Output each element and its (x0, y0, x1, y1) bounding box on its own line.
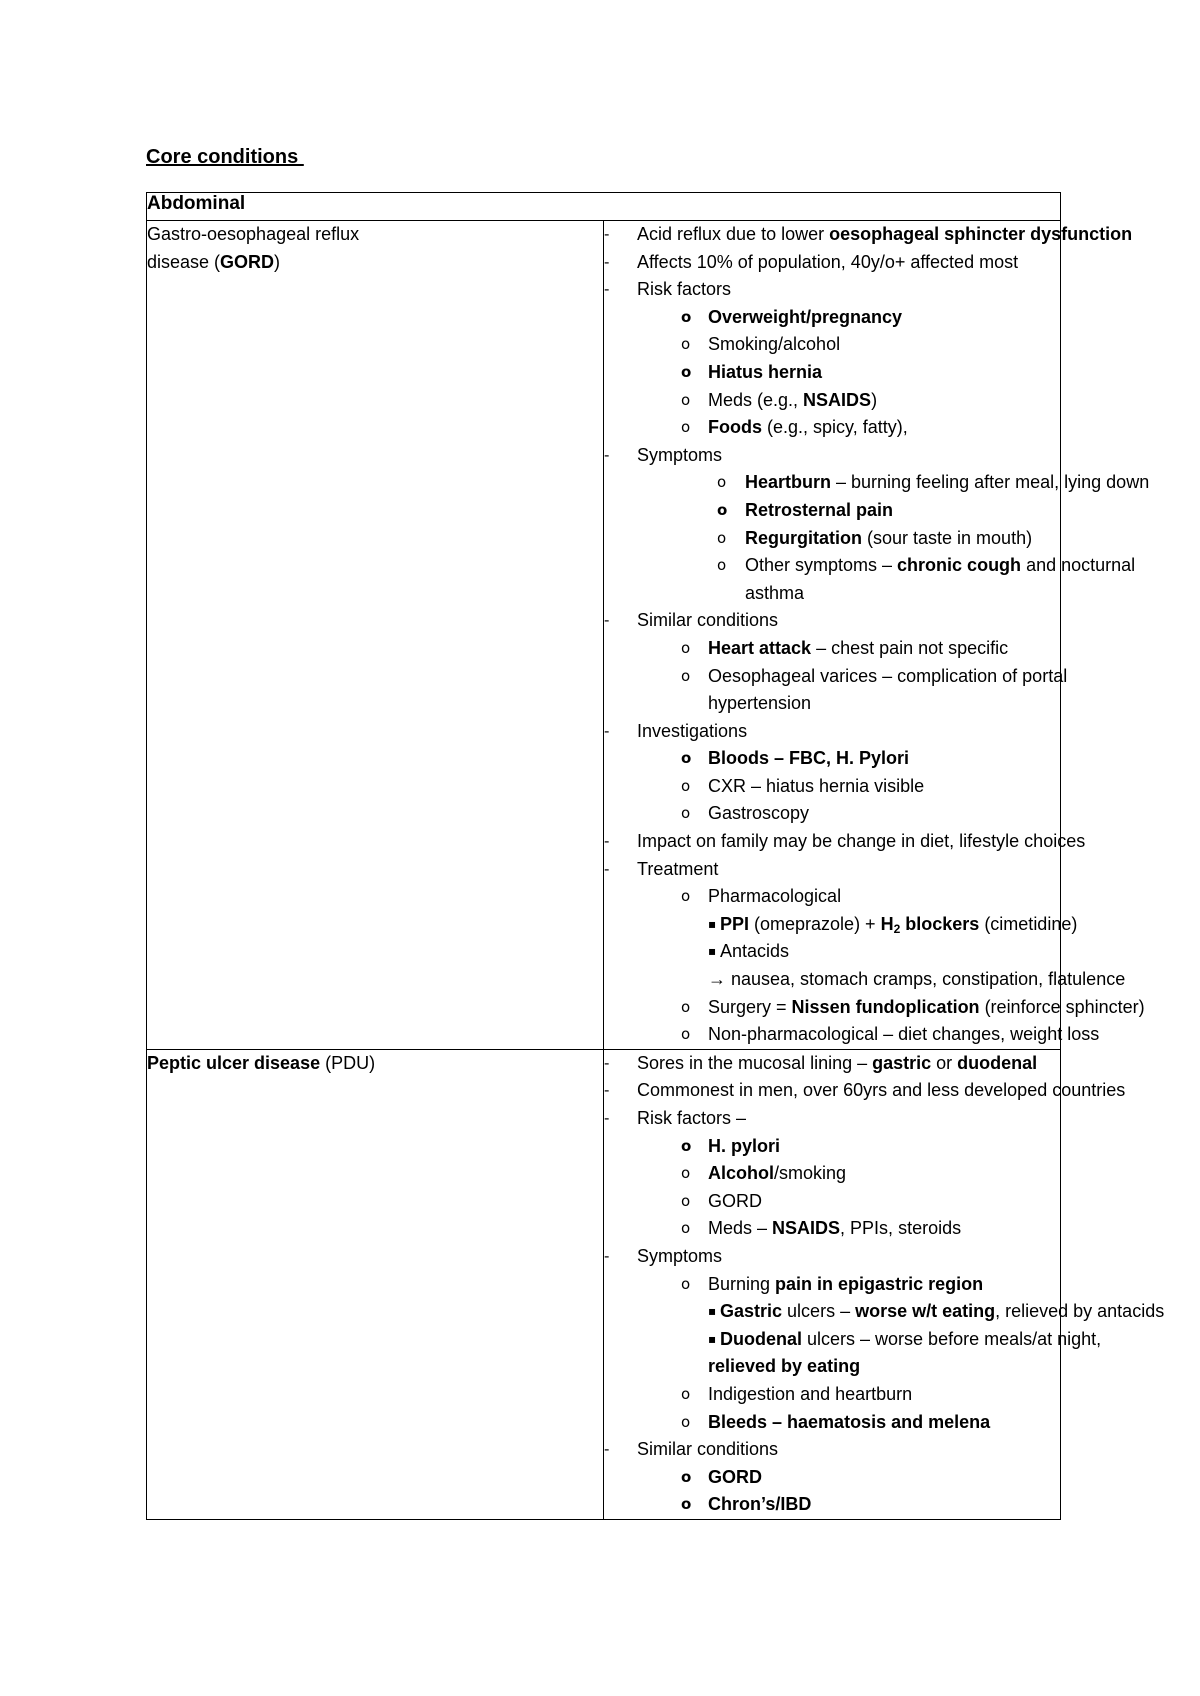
bullet-text (708, 1409, 990, 1437)
text-run: – burning feeling after meal, lying down (831, 472, 1150, 493)
bullet-text (708, 690, 811, 718)
condition-row (147, 221, 1061, 1050)
circle-bullet-icon: o (681, 1164, 691, 1183)
text-run: and nocturnal (1021, 555, 1136, 576)
bullet-text (708, 800, 809, 828)
bullet-line (604, 800, 1060, 828)
circle-bullet-icon: o (681, 1467, 692, 1486)
bullet-text (637, 1243, 722, 1271)
page-heading: Core conditions (146, 146, 304, 168)
dash-bullet-icon: - (604, 832, 610, 851)
text-run: (sour taste in mouth) (862, 527, 1033, 548)
text-run: or (931, 1052, 958, 1073)
circle-bullet-icon: o (681, 418, 691, 437)
text-run: Hiatus hernia (708, 361, 823, 382)
text-run: GORD (220, 251, 275, 272)
bullet-text (708, 1133, 780, 1161)
text-run: Peptic ulcer disease (147, 1052, 321, 1073)
square-bullet-icon: ▪ (708, 916, 717, 931)
bullet-text (720, 1326, 1101, 1354)
text-run: Smoking/alcohol (708, 334, 841, 355)
circle-bullet-icon: o (681, 1412, 691, 1431)
bullet-line (604, 1133, 1060, 1161)
bullet-line (604, 1243, 1060, 1271)
text-run: Bleeds – haematosis and melena (708, 1411, 991, 1432)
bullet-line (604, 1188, 1060, 1216)
text-run: Gastroscopy (708, 803, 810, 824)
text-run: Overweight/pregnancy (708, 306, 903, 327)
text-run: ) (274, 251, 281, 272)
bullet-text (745, 552, 1135, 580)
text-run: Foods (708, 417, 762, 438)
circle-bullet-icon: o (681, 638, 691, 657)
text-run: disease ( (147, 251, 221, 272)
bullet-line (604, 221, 1133, 249)
dash-bullet-icon: - (604, 611, 610, 630)
bullet-text (637, 221, 1132, 249)
bullet-line (604, 994, 1145, 1022)
condition-name (147, 1049, 604, 1519)
text-run: Non-pharmacological – diet changes, weight loss (708, 1024, 1100, 1045)
dash-bullet-icon: - (604, 721, 610, 740)
bullet-line (604, 304, 1060, 332)
condition-details (604, 1049, 1165, 1519)
circle-bullet-icon: o (681, 666, 691, 685)
text-run: pain in epigastric region (775, 1273, 984, 1294)
bullet-text (637, 442, 722, 470)
text-run: Heartburn (745, 472, 832, 493)
text-run: (PDU) (320, 1052, 376, 1073)
text-run: Indigestion and heartburn (708, 1383, 913, 1404)
text-run: H. pylori (708, 1135, 781, 1156)
bullet-text (745, 469, 1149, 497)
text-run: H (880, 913, 894, 934)
text-run: – chest pain not specific (811, 637, 1009, 658)
bullet-text (708, 304, 902, 332)
text-run: Antacids (720, 941, 790, 962)
bullet-line (604, 552, 1136, 580)
circle-bullet-icon: o (681, 1025, 691, 1044)
bullet-line (604, 1271, 1060, 1299)
bullet-text (708, 1353, 860, 1381)
text-run: blockers (900, 913, 980, 934)
text-run: NSAIDS (772, 1218, 841, 1239)
dash-bullet-icon: - (604, 1081, 610, 1100)
circle-bullet-icon: o (681, 390, 691, 409)
condition-name (147, 221, 604, 1050)
text-run: Meds (e.g., (708, 389, 804, 410)
text-run: GORD (708, 1190, 762, 1211)
dash-bullet-icon: - (604, 1109, 610, 1127)
dash-bullet-icon: - (604, 225, 610, 243)
bullet-line (604, 1353, 1060, 1381)
circle-bullet-icon: o (681, 997, 691, 1016)
circle-bullet-icon: o (681, 362, 692, 381)
bullet-line (604, 1491, 1060, 1519)
bullet-text (637, 856, 718, 884)
bullet-line (604, 331, 1060, 359)
section-row (147, 193, 1061, 221)
circle-bullet-icon: o (681, 1384, 691, 1403)
bullet-text (708, 331, 840, 359)
bullet-line (604, 1215, 1060, 1243)
text-run: hypertension (708, 693, 812, 714)
condition-name-line (147, 249, 603, 277)
bullet-text (637, 249, 1018, 277)
bullet-line (604, 387, 1060, 415)
text-run: Risk factors (637, 279, 732, 300)
bullet-line (604, 911, 1078, 939)
text-run: Gastro-oesophageal reflux (147, 224, 360, 244)
dash-bullet-icon: - (604, 445, 610, 464)
text-run: Heart attack (708, 637, 812, 658)
text-run: Similar conditions (637, 1439, 779, 1460)
bullet-line (604, 497, 1060, 525)
section-title: Abdominal (147, 193, 1061, 221)
text-run: relieved by eating (708, 1356, 861, 1377)
condition-name-line (147, 1050, 603, 1078)
bullet-text (745, 580, 804, 608)
bullet-line (604, 1105, 1060, 1133)
bullet-line (604, 828, 1086, 856)
bullet-text (637, 276, 731, 304)
text-run: Oesophageal varices – complication of portal (708, 665, 1068, 686)
bullet-text (708, 745, 909, 773)
bullet-line (604, 938, 1060, 966)
bullet-text (708, 635, 1008, 663)
bullet-text (637, 718, 747, 746)
text-run: Alcohol (708, 1163, 774, 1184)
text-run: Chron’s/IBD (708, 1494, 812, 1515)
conditions-table (146, 192, 1165, 1520)
text-run: Impact on family may be change in diet, lifestyle choices (637, 831, 1086, 852)
circle-bullet-icon: o (681, 1136, 692, 1155)
circle-bullet-icon: o (681, 307, 692, 326)
circle-bullet-icon: o (717, 528, 727, 547)
bullet-text (637, 1077, 1125, 1105)
bullet-line (604, 1381, 1060, 1409)
bullet-text (637, 1105, 746, 1133)
bullet-line (604, 1160, 1060, 1188)
bullet-text (708, 414, 908, 442)
text-run: /smoking (774, 1163, 847, 1184)
bullet-line (604, 856, 1060, 884)
bullet-line (604, 1021, 1100, 1049)
dash-bullet-icon: - (604, 1440, 610, 1459)
bullet-line (604, 249, 1060, 277)
bullet-line (604, 469, 1150, 497)
bullet-line (604, 1050, 1060, 1078)
circle-bullet-icon: o (717, 556, 727, 575)
bullet-text (708, 1381, 912, 1409)
text-run: Symptoms (637, 1245, 723, 1266)
bullet-line (604, 525, 1060, 553)
bullet-line (604, 580, 1060, 608)
text-run: , relieved by antacids (995, 1301, 1165, 1322)
bullet-text (708, 994, 1145, 1022)
bullet-line (604, 690, 1060, 718)
text-run: CXR – hiatus hernia visible (708, 775, 925, 796)
bullet-line (604, 635, 1060, 663)
text-run: worse w/t eating (855, 1301, 996, 1322)
text-run: Burning (708, 1273, 776, 1294)
bullet-text (708, 387, 877, 415)
bullet-text (708, 1188, 762, 1216)
bullet-text (637, 1050, 1037, 1078)
bullet-line (604, 359, 1060, 387)
bullet-text (708, 1491, 811, 1519)
square-bullet-icon: ▪ (708, 1304, 717, 1319)
text-run: Acid reflux due to lower (637, 224, 830, 244)
text-run: ) (871, 389, 878, 410)
text-run: oesophageal sphincter dysfunction (829, 224, 1133, 244)
bullet-text (637, 1436, 778, 1464)
dash-bullet-icon: - (604, 1053, 610, 1072)
bullet-line (604, 718, 1060, 746)
bullet-line (604, 1077, 1126, 1105)
square-bullet-icon: ▪ (708, 944, 717, 959)
text-run: (cimetidine) (979, 913, 1078, 934)
circle-bullet-icon: o (681, 1495, 692, 1514)
text-run: gastric (872, 1052, 932, 1073)
bullet-line (604, 745, 1060, 773)
bullet-text (708, 359, 822, 387)
bullet-text (708, 1464, 762, 1492)
text-run: ulcers – (782, 1301, 856, 1322)
bullet-text (637, 607, 778, 635)
circle-bullet-icon: o (681, 776, 691, 795)
square-bullet-icon: ▪ (708, 1331, 717, 1346)
text-run: chronic cough (897, 555, 1022, 576)
text-run: duodenal (957, 1052, 1038, 1073)
bullet-line (604, 883, 1060, 911)
text-run: Surgery = (708, 996, 792, 1017)
bullet-line (604, 1436, 1060, 1464)
dash-bullet-icon: - (604, 859, 610, 878)
text-run: (omeprazole) + (749, 913, 881, 934)
circle-bullet-icon: o (681, 1274, 691, 1293)
text-run: Treatment (637, 858, 719, 879)
bullet-line (604, 773, 1060, 801)
circle-bullet-icon: o (681, 335, 691, 354)
text-run: GORD (708, 1466, 762, 1487)
text-run: Other symptoms – (745, 555, 898, 576)
bullet-text (708, 1160, 846, 1188)
text-run: PPI (720, 913, 750, 934)
bullet-text (708, 1215, 961, 1243)
text-run: Retrosternal pain (745, 499, 894, 520)
text-run: ulcers – worse before meals/at night, (802, 1328, 1102, 1349)
dash-bullet-icon: - (604, 1246, 610, 1265)
text-run: Commonest in men, over 60yrs and less developed countries (637, 1080, 1126, 1101)
text-run: (reinforce sphincter) (979, 996, 1145, 1017)
bullet-line (604, 1409, 1060, 1437)
circle-bullet-icon: o (717, 473, 727, 492)
text-run: Nissen fundoplication (791, 996, 980, 1017)
bullet-text (708, 966, 1125, 994)
text-run: Gastric (720, 1301, 783, 1322)
dash-bullet-icon: - (604, 280, 610, 299)
bullet-text (708, 663, 1067, 691)
text-run: Bloods – FBC, H. Pylori (708, 748, 910, 769)
bullet-text (720, 1298, 1164, 1326)
circle-bullet-icon: o (681, 1219, 691, 1238)
bullet-line (604, 663, 1068, 691)
bullet-text (745, 525, 1032, 553)
condition-row (147, 1049, 1061, 1519)
bullet-text (708, 883, 841, 911)
text-run: Symptoms (637, 444, 723, 465)
text-run: Affects 10% of population, 40y/o+ affected most (637, 251, 1019, 272)
text-run: Risk factors – (637, 1108, 747, 1128)
text-run: Meds – (708, 1218, 773, 1239)
text-run: → nausea, stomach cramps, constipation, flatulence (708, 969, 1126, 990)
text-run: Similar conditions (637, 610, 779, 631)
bullet-line (604, 1326, 1102, 1354)
text-run: Sores in the mucosal lining – (637, 1052, 873, 1073)
bullet-line (604, 1298, 1165, 1326)
bullet-line (604, 966, 1126, 994)
text-run: asthma (745, 582, 805, 603)
circle-bullet-icon: o (681, 804, 691, 823)
text-run: , PPIs, steroids (840, 1218, 962, 1239)
bullet-line (604, 276, 1060, 304)
bullet-line (604, 1464, 1060, 1492)
text-run: Investigations (637, 720, 748, 741)
circle-bullet-icon: o (717, 500, 728, 519)
text-run: (e.g., spicy, fatty), (762, 417, 908, 438)
text-run: Pharmacological (708, 886, 842, 907)
text-run: 2 (893, 921, 901, 936)
bullet-line (604, 414, 1060, 442)
bullet-text (637, 828, 1085, 856)
bullet-text (720, 938, 789, 966)
dash-bullet-icon: - (604, 252, 610, 271)
text-run: Duodenal (720, 1328, 803, 1349)
bullet-line (604, 442, 1060, 470)
bullet-line (604, 607, 1060, 635)
circle-bullet-icon: o (681, 887, 691, 906)
condition-details (604, 221, 1150, 1050)
bullet-text (708, 1271, 983, 1299)
circle-bullet-icon: o (681, 749, 692, 768)
bullet-text (745, 497, 893, 525)
text-run: NSAIDS (803, 389, 872, 410)
condition-name-line (147, 221, 603, 249)
text-run: Regurgitation (745, 527, 862, 548)
bullet-text (708, 773, 924, 801)
bullet-text (708, 1021, 1099, 1049)
circle-bullet-icon: o (681, 1191, 691, 1210)
